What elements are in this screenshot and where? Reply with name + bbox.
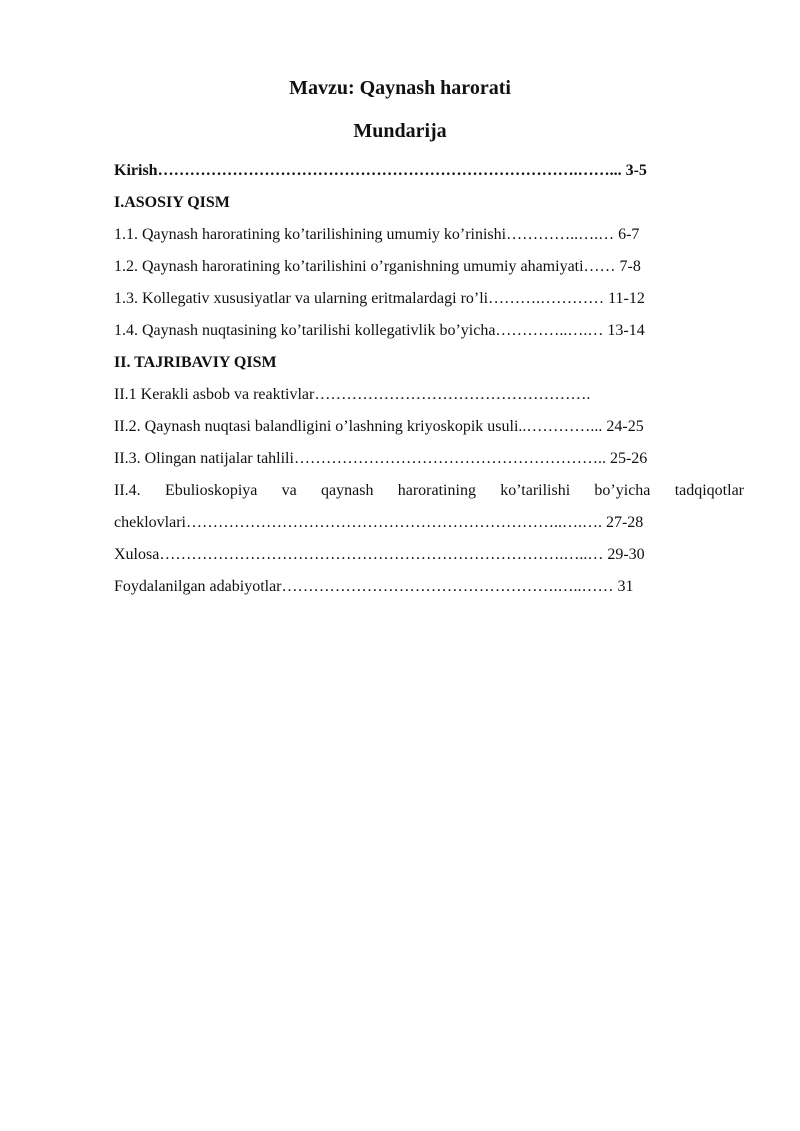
toc-entry-adabiyotlar: Foydalanilgan adabiyotlar…………………………………………….…..…… 31 [114,578,634,595]
toc-heading: Mundarija [353,120,447,142]
toc-entry-xulosa: Xulosa………………………………………………………………….…..… 29-30 [114,546,645,563]
document-topic: Mavzu: Qaynash harorati [289,77,511,99]
table-of-contents [114,155,744,603]
toc-section-tajribaviy-qism: II. TAJRIBAVIY QISM [114,354,277,371]
toc-entry-1-1: 1.1. Qaynash haroratining ko’tarilishining umumiy ko’rinishi…………..….… 6-7 [114,226,640,243]
toc-entry-1-2: 1.2. Qaynash haroratining ko’tarilishini o’rganishning umumiy ahamiyati…… 7-8 [114,258,641,275]
toc-entry-1-4: 1.4. Qaynash nuqtasining ko’tarilishi kollegativlik bo’yicha…………..….… 13-14 [114,322,645,339]
toc-entry-ii-3: II.3. Olingan natijalar tahlili………………………………………………….. 25-26 [114,450,648,467]
toc-entry-ii-4-continued: cheklovlari……………………………………………………………..….…. 27-28 [114,514,644,531]
toc-entry-kirish: Kirish…………………………………………………………………….……... 3-5 [114,162,647,179]
toc-entry-ii-1: II.1 Kerakli asbob va reaktivlar……………………………………………. [114,386,591,403]
toc-entry-1-3: 1.3. Kollegativ xususiyatlar va ularning eritmalardagi ro’li……….………… 11-12 [114,290,645,307]
toc-section-asosiy-qism: I.ASOSIY QISM [114,194,230,211]
toc-entry-ii-4: II.4. Ebulioskopiya va qaynash haroratining ko’tarilishi bo’yicha tadqiqotlar [114,482,744,499]
toc-entry-ii-2: II.2. Qaynash nuqtasi balandligini o’lashning kriyoskopik usuli..…………... 24-25 [114,418,644,435]
